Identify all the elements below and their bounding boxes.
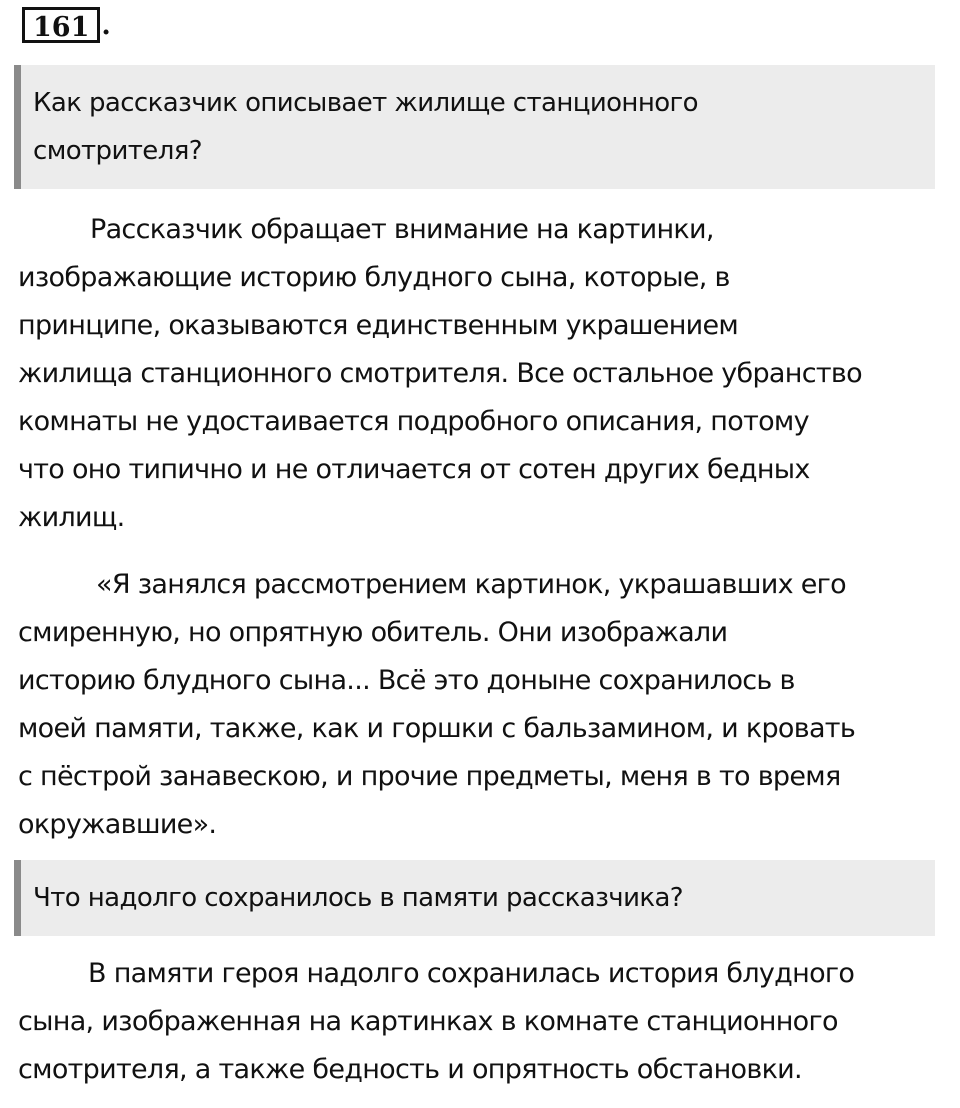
quote-line: окружавшие». [18, 809, 217, 840]
quote-paragraph [18, 561, 948, 849]
answer-2-line: сына, изображенная на картинках в комнате станционного [18, 1006, 838, 1037]
quote-line: с пёстрой занавескою, и прочие предметы, меня в то время [18, 761, 841, 792]
answer-1-paragraph [18, 206, 948, 542]
answer-1-line: жилищ. [18, 502, 125, 533]
quote-line: «Я занялся рассмотрением картинок, украшавших его [96, 569, 846, 600]
quote-line: смиренную, но опрятную обитель. Они изображали [18, 617, 728, 648]
question-1-block [14, 65, 935, 189]
question-1-line: Как рассказчик описывает жилище станционного [33, 88, 698, 118]
answer-2-line: смотрителя, а также бедность и опрятность обстановки. [18, 1054, 802, 1085]
answer-1-line: что оно типично и не отличается от сотен других бедных [18, 454, 810, 485]
answer-1-line: принципе, оказываются единственным украшением [18, 310, 739, 341]
quote-line: историю блудного сына... Всё это доныне сохранилось в [18, 665, 795, 696]
answer-1-line: комнаты не удостаивается подробного описания, потому [18, 406, 809, 437]
answer-1-line: Рассказчик обращает внимание на картинки, [90, 214, 714, 245]
task-number [22, 6, 111, 44]
answer-1-line: жилища станционного смотрителя. Все остальное убранство [18, 358, 862, 389]
answer-2-paragraph [18, 950, 948, 1094]
answer-2-line: В памяти героя надолго сохранилась история блудного [88, 958, 855, 989]
question-2-line: Что надолго сохранилось в памяти рассказчика? [33, 883, 684, 913]
quote-line: моей памяти, также, как и горшки с бальзамином, и кровать [18, 713, 856, 744]
task-number-box: 161 [22, 7, 100, 43]
question-2-block [14, 860, 935, 936]
answer-1-line: изображающие историю блудного сына, которые, в [18, 262, 730, 293]
task-number-dot: . [101, 9, 111, 41]
question-1-line: смотрителя? [33, 136, 202, 166]
